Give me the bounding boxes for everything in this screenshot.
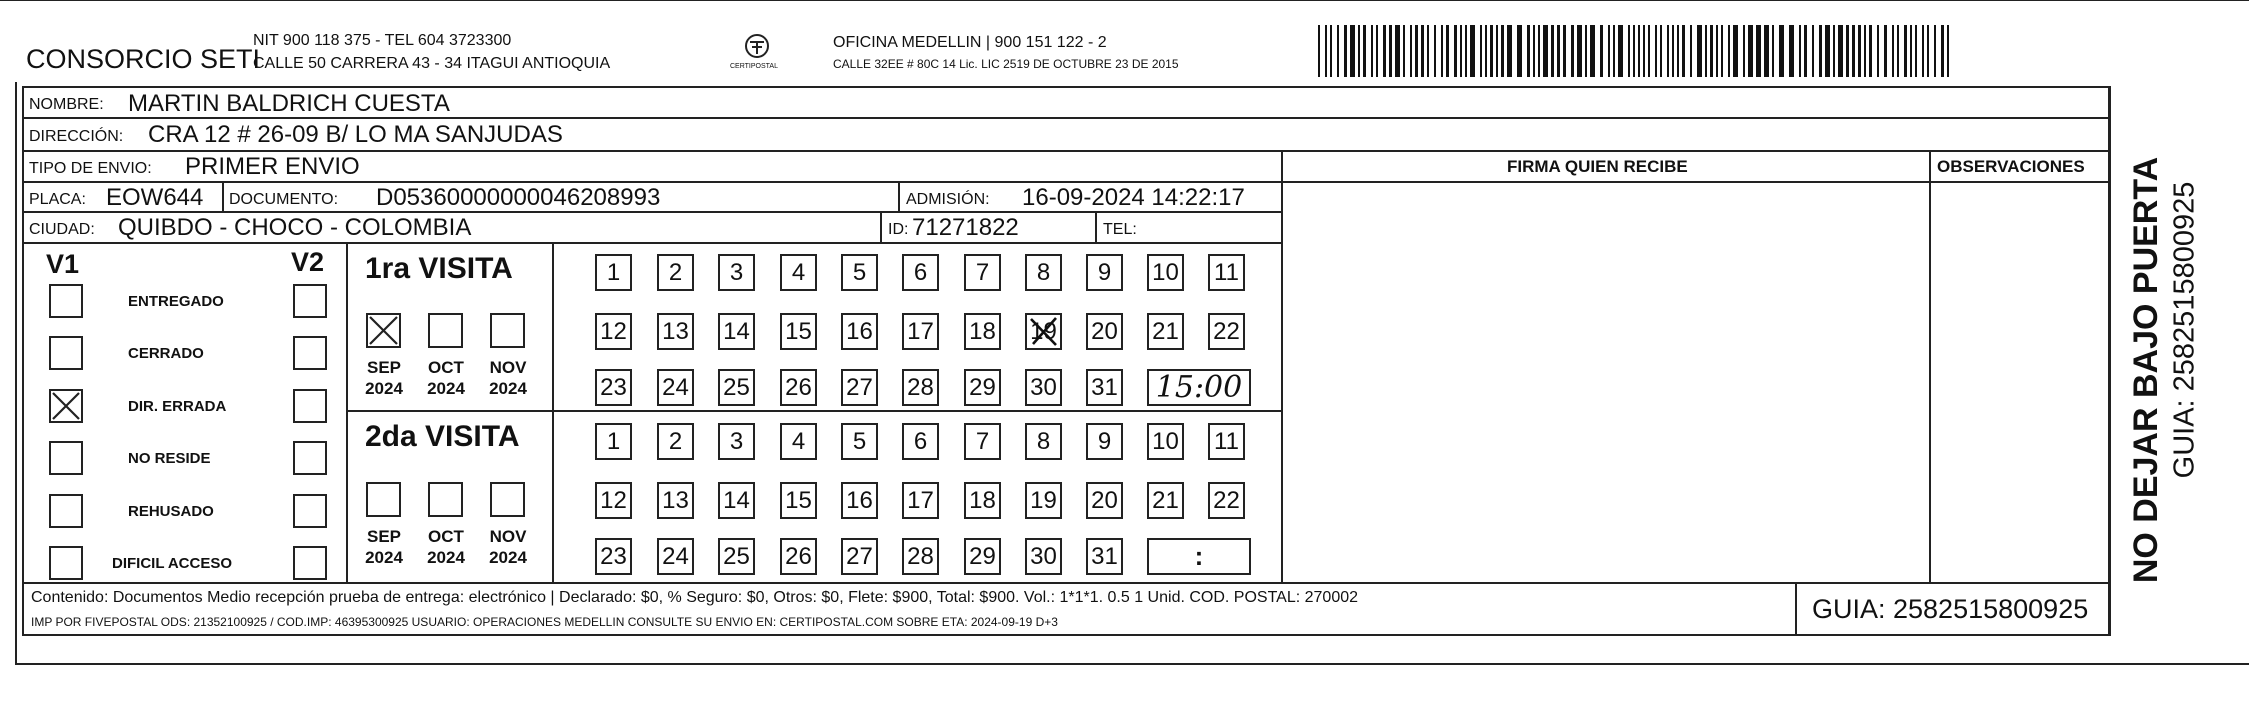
tel-label: TEL:	[1103, 221, 1137, 238]
direccion-label: DIRECCIÓN:	[29, 128, 124, 145]
no-dejar-bajo-puerta: NO DEJAR BAJO PUERTA	[2127, 156, 2165, 584]
day-box[interactable]: 9	[1086, 423, 1123, 460]
month-label: OCT 2024	[427, 358, 465, 398]
reasons-divider	[346, 242, 348, 582]
row-line	[22, 150, 2111, 152]
day-box[interactable]: 5	[841, 423, 878, 460]
reason-label: DIR. ERRADA	[128, 398, 227, 415]
day-box[interactable]: 2	[657, 423, 694, 460]
day-box[interactable]: 10	[1147, 254, 1184, 291]
nit-line: NIT 900 118 375 - TEL 604 3723300	[253, 32, 512, 49]
day-box[interactable]: 11	[1208, 254, 1245, 291]
day-box[interactable]: 29	[964, 369, 1001, 406]
day-box[interactable]: 31	[1086, 538, 1123, 575]
row-line	[22, 117, 2111, 119]
placa-value: EOW644	[106, 184, 204, 211]
barcode	[1316, 25, 1956, 77]
placa-label: PLACA:	[29, 191, 86, 208]
day-box[interactable]: 28	[902, 369, 939, 406]
guia-footer: GUIA: 2582515800925	[1812, 594, 2089, 624]
company-name: CONSORCIO SETI	[26, 44, 261, 74]
day-box[interactable]: 26	[780, 369, 817, 406]
office-address: CALLE 32EE # 80C 14 Lic. LIC 2519 DE OCTUBRE 23 DE 2015	[833, 57, 1179, 71]
ciudad-label: CIUDAD:	[29, 221, 95, 238]
day-box[interactable]: 12	[595, 313, 632, 350]
day-box[interactable]: 9	[1086, 254, 1123, 291]
v2-checkbox[interactable]	[293, 389, 327, 423]
day-box[interactable]: 16	[841, 313, 878, 350]
day-box[interactable]: 7	[964, 423, 1001, 460]
v1-label: V1	[46, 249, 80, 279]
top-edge-line	[0, 0, 2249, 1]
day-box[interactable]: 30	[1025, 369, 1062, 406]
day-box[interactable]: 11	[1208, 423, 1245, 460]
documento-label: DOCUMENTO:	[229, 191, 339, 208]
day-box[interactable]: 6	[902, 254, 939, 291]
day-box[interactable]: 3	[718, 254, 755, 291]
day-box[interactable]: 4	[780, 423, 817, 460]
day-box[interactable]: 7	[964, 254, 1001, 291]
reason-label: NO RESIDE	[128, 450, 211, 467]
day-box[interactable]: 24	[657, 538, 694, 575]
month-checkbox[interactable]	[428, 313, 463, 348]
day-box[interactable]: 13	[657, 482, 694, 519]
month-label: SEP 2024	[365, 358, 403, 398]
visit-1-title: 1ra VISITA	[365, 252, 513, 285]
month-label: SEP 2024	[365, 527, 403, 567]
reason-label: DIFICIL ACCESO	[112, 555, 233, 572]
tipo-envio-label: TIPO DE ENVIO:	[29, 160, 152, 177]
day-box[interactable]: 6	[902, 423, 939, 460]
v2-checkbox[interactable]	[293, 284, 327, 318]
id-label: ID:	[888, 221, 909, 238]
v1-checkbox[interactable]	[49, 546, 83, 580]
cell-divider	[1095, 211, 1097, 242]
v1-checkbox[interactable]	[49, 441, 83, 475]
firma-header: FIRMA QUIEN RECIBE	[1507, 157, 1688, 176]
day-box[interactable]: 15	[780, 482, 817, 519]
day-box[interactable]: 31	[1086, 369, 1123, 406]
day-box[interactable]: 20	[1086, 482, 1123, 519]
cell-divider	[898, 181, 900, 212]
row-line	[22, 582, 2111, 584]
day-box[interactable]: 27	[841, 369, 878, 406]
admision-label: ADMISIÓN:	[906, 191, 990, 208]
day-box[interactable]: 18	[964, 482, 1001, 519]
nombre-value: MARTIN BALDRICH CUESTA	[128, 90, 450, 117]
day-box[interactable]: 19	[1025, 313, 1062, 350]
nombre-label: NOMBRE:	[29, 96, 104, 113]
day-box[interactable]: 16	[841, 482, 878, 519]
day-box[interactable]: 2	[657, 254, 694, 291]
time-box[interactable]: 15:00	[1147, 369, 1251, 406]
v2-checkbox[interactable]	[293, 336, 327, 370]
column-header-line	[1281, 181, 2111, 183]
day-box[interactable]: 23	[595, 369, 632, 406]
company-address: CALLE 50 CARRERA 43 - 34 ITAGUI ANTIOQUIA	[253, 55, 611, 72]
day-box[interactable]: 23	[595, 538, 632, 575]
left-edge-line	[15, 82, 17, 665]
visit-2-title: 2da VISITA	[365, 420, 520, 453]
v1-checkbox[interactable]	[49, 284, 83, 318]
cell-divider	[222, 181, 224, 212]
time-box[interactable]: :	[1147, 538, 1251, 575]
firma-column-line	[1281, 150, 1283, 582]
v1-checkbox[interactable]	[49, 389, 83, 423]
day-box[interactable]: 12	[595, 482, 632, 519]
day-box[interactable]: 14	[718, 313, 755, 350]
visits-divider	[346, 410, 1281, 412]
v1-checkbox[interactable]	[49, 494, 83, 528]
day-box[interactable]: 10	[1147, 423, 1184, 460]
imp-text: IMP POR FIVEPOSTAL ODS: 21352100925 / COD.IMP: 46395300925 USUARIO: OPERACIONES MEDELLIN CONSULTE SU ENVIO EN: CERTIPOSTAL.COM SOBRE ETA: 2024-09-19 D+3	[31, 615, 1058, 629]
day-box[interactable]: 24	[657, 369, 694, 406]
months-divider	[552, 242, 554, 582]
v1-checkbox[interactable]	[49, 336, 83, 370]
contenido-text: Contenido: Documentos Medio recepción prueba de entrega: electrónico | Declarado: $0, % Seguro: $0, Otros: $0, Flete: $900, Total: $900. Vol.: 1*1*1. 0.5 1 Unid. COD. POSTAL: 270002	[31, 589, 1359, 606]
ciudad-value: QUIBDO - CHOCO - COLOMBIA	[118, 214, 472, 241]
day-box[interactable]: 4	[780, 254, 817, 291]
day-box[interactable]: 18	[964, 313, 1001, 350]
month-checkbox[interactable]	[490, 482, 525, 517]
day-box[interactable]: 13	[657, 313, 694, 350]
month-label: OCT 2024	[427, 527, 465, 567]
day-box[interactable]: 29	[964, 538, 1001, 575]
day-box[interactable]: 5	[841, 254, 878, 291]
month-label: NOV 2024	[489, 527, 527, 567]
certipostal-logo: CERTIPOSTAL	[728, 33, 786, 73]
month-checkbox[interactable]	[490, 313, 525, 348]
month-label: NOV 2024	[489, 358, 527, 398]
documento-value: D05360000000046208993	[376, 184, 661, 211]
tipo-envio-value: PRIMER ENVIO	[185, 153, 360, 180]
row-line	[22, 211, 1282, 213]
right-frame-line	[2108, 86, 2110, 636]
day-box[interactable]: 14	[718, 482, 755, 519]
month-checkbox[interactable]	[366, 482, 401, 517]
cell-divider	[880, 211, 882, 242]
day-box[interactable]: 8	[1025, 423, 1062, 460]
day-box[interactable]: 8	[1025, 254, 1062, 291]
v2-checkbox[interactable]	[293, 494, 327, 528]
day-box[interactable]: 22	[1208, 482, 1245, 519]
day-box[interactable]: 3	[718, 423, 755, 460]
v2-label: V2	[291, 247, 325, 277]
day-box[interactable]: 26	[780, 538, 817, 575]
guia-cell-divider	[1795, 582, 1797, 636]
day-box[interactable]: 21	[1147, 482, 1184, 519]
admision-value: 16-09-2024 14:22:17	[1022, 184, 1245, 211]
direccion-value: CRA 12 # 26-09 B/ LO MA SANJUDAS	[148, 121, 563, 148]
day-box[interactable]: 20	[1086, 313, 1123, 350]
reason-label: ENTREGADO	[128, 293, 224, 310]
bottom-edge-line	[15, 663, 2249, 665]
month-checkbox[interactable]	[428, 482, 463, 517]
day-box[interactable]: 17	[902, 482, 939, 519]
row-line	[22, 242, 1282, 244]
day-box[interactable]: 30	[1025, 538, 1062, 575]
v2-checkbox[interactable]	[293, 441, 327, 475]
day-box[interactable]: 19	[1025, 482, 1062, 519]
day-box[interactable]: 17	[902, 313, 939, 350]
day-box[interactable]: 28	[902, 538, 939, 575]
day-box[interactable]: 1	[595, 423, 632, 460]
day-box[interactable]: 21	[1147, 313, 1184, 350]
side-guia: GUIA: 2582515800925	[2168, 181, 2201, 479]
observaciones-column-line	[1929, 150, 1931, 582]
day-box[interactable]: 25	[718, 538, 755, 575]
day-box[interactable]: 1	[595, 254, 632, 291]
office-line: OFICINA MEDELLIN | 900 151 122 - 2	[833, 34, 1107, 51]
observaciones-header: OBSERVACIONES	[1937, 157, 2085, 176]
reason-label: CERRADO	[128, 345, 204, 362]
day-box[interactable]: 22	[1208, 313, 1245, 350]
id-value: 71271822	[912, 214, 1019, 241]
day-box[interactable]: 15	[780, 313, 817, 350]
day-box[interactable]: 27	[841, 538, 878, 575]
day-box[interactable]: 25	[718, 369, 755, 406]
reason-label: REHUSADO	[128, 503, 214, 520]
month-checkbox[interactable]	[366, 313, 401, 348]
v2-checkbox[interactable]	[293, 546, 327, 580]
